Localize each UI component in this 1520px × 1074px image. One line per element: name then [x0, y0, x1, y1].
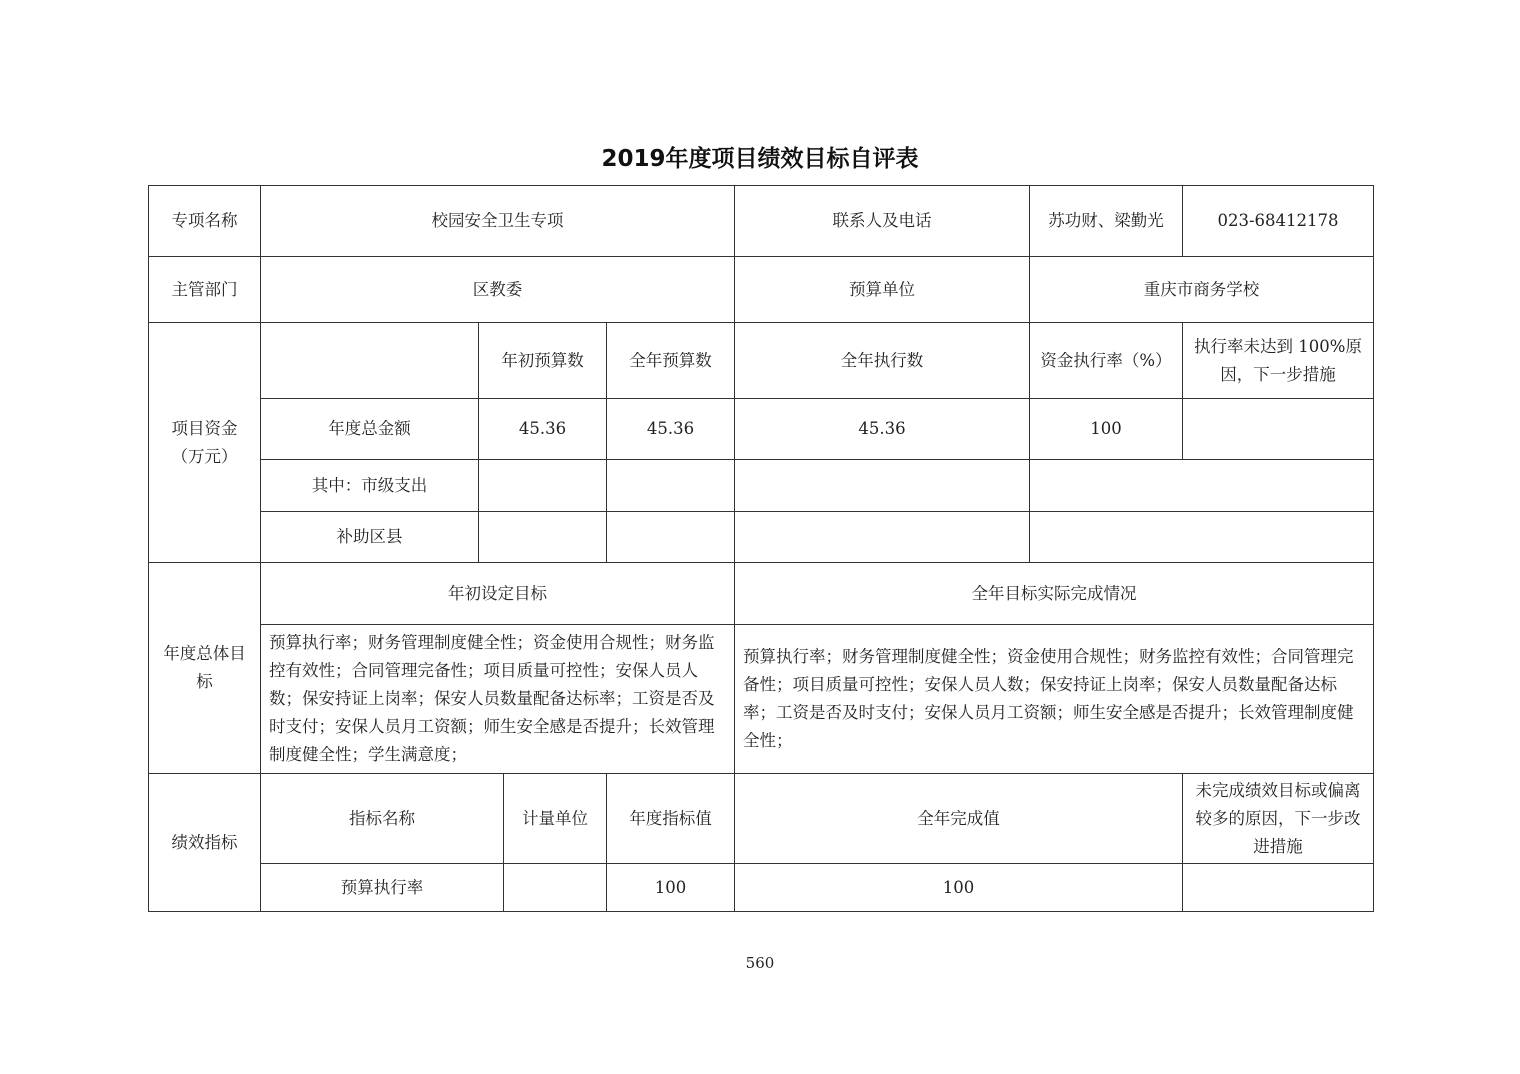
city-rate-value — [1030, 460, 1374, 512]
project-label: 专项名称 — [149, 186, 261, 257]
page-title: 2019年度项目绩效目标自评表 — [601, 146, 919, 172]
row-funds-city — [149, 460, 1374, 512]
contact-names: 苏功财、梁勤光 — [1030, 186, 1183, 257]
row-performance-header — [149, 774, 1374, 864]
col-measure-unit: 计量单位 — [504, 774, 607, 864]
subsidy-annual-value — [607, 512, 735, 563]
city-expense-label: 其中：市级支出 — [261, 460, 479, 512]
row-funds-total — [149, 399, 1374, 460]
project-value: 校园安全卫生专项 — [261, 186, 735, 257]
col-initial-budget: 年初预算数 — [479, 323, 607, 399]
actual-goal-text: 预算执行率；财务管理制度健全性；资金使用合规性；财务监控有效性；合同管理完备性；项目质量可控性；安保人员人数；保安持证上岗率；保安人员数量配备达标率；工资是否及时支付；安保人员月工资额；师生安全感是否提升；长效管理制度健全性； — [735, 625, 1374, 774]
funds-header-blank — [261, 323, 479, 399]
col-improvement-reason: 未完成绩效目标或偏离较多的原因，下一步改进措施 — [1183, 774, 1374, 864]
indicator-unit — [504, 864, 607, 912]
city-executed-value — [735, 460, 1030, 512]
actual-goal-header: 全年目标实际完成情况 — [735, 563, 1374, 625]
goals-label: 年度总体目标 — [149, 563, 261, 774]
self-evaluation-table — [148, 185, 1374, 912]
col-actual-value: 全年完成值 — [735, 774, 1183, 864]
row-funds-header — [149, 323, 1374, 399]
dept-value: 区教委 — [261, 257, 735, 323]
total-amount-label: 年度总金额 — [261, 399, 479, 460]
subsidy-rate-value — [1030, 512, 1374, 563]
funds-label: 项目资金 （万元） — [149, 323, 261, 563]
subsidy-label: 补助区县 — [261, 512, 479, 563]
table-row — [149, 864, 1374, 912]
page-number: 560 — [745, 954, 775, 972]
budget-unit-value: 重庆市商务学校 — [1030, 257, 1374, 323]
row-funds-subsidy — [149, 512, 1374, 563]
col-annual-executed: 全年执行数 — [735, 323, 1030, 399]
col-indicator-name: 指标名称 — [261, 774, 504, 864]
budget-unit-label: 预算单位 — [735, 257, 1030, 323]
performance-label: 绩效指标 — [149, 774, 261, 912]
subsidy-initial-value — [479, 512, 607, 563]
contact-phone: 023-68412178 — [1183, 186, 1374, 257]
indicator-actual: 100 — [735, 864, 1183, 912]
total-initial-value: 45.36 — [479, 399, 607, 460]
dept-label: 主管部门 — [149, 257, 261, 323]
indicator-target: 100 — [607, 864, 735, 912]
row-department — [149, 257, 1374, 323]
total-executed-value: 45.36 — [735, 399, 1030, 460]
row-goals-header — [149, 563, 1374, 625]
col-annual-budget: 全年预算数 — [607, 323, 735, 399]
subsidy-executed-value — [735, 512, 1030, 563]
col-shortfall-reason: 执行率未达到 100%原因，下一步措施 — [1183, 323, 1374, 399]
set-goal-text: 预算执行率；财务管理制度健全性；资金使用合规性；财务监控有效性；合同管理完备性；项目质量可控性；安保人员人数；保安持证上岗率；保安人员数量配备达标率；工资是否及时支付；安保人员月工资额；师生安全感是否提升；长效管理制度健全性；学生满意度； — [261, 625, 735, 774]
col-target-value: 年度指标值 — [607, 774, 735, 864]
total-reason-value — [1183, 399, 1374, 460]
col-execution-rate: 资金执行率（%） — [1030, 323, 1183, 399]
contact-label: 联系人及电话 — [735, 186, 1030, 257]
city-initial-value — [479, 460, 607, 512]
set-goal-header: 年初设定目标 — [261, 563, 735, 625]
city-annual-value — [607, 460, 735, 512]
total-rate-value: 100 — [1030, 399, 1183, 460]
row-goals-content — [149, 625, 1374, 774]
indicator-reason — [1183, 864, 1374, 912]
total-annual-value: 45.36 — [607, 399, 735, 460]
indicator-name: 预算执行率 — [261, 864, 504, 912]
row-project — [149, 186, 1374, 257]
